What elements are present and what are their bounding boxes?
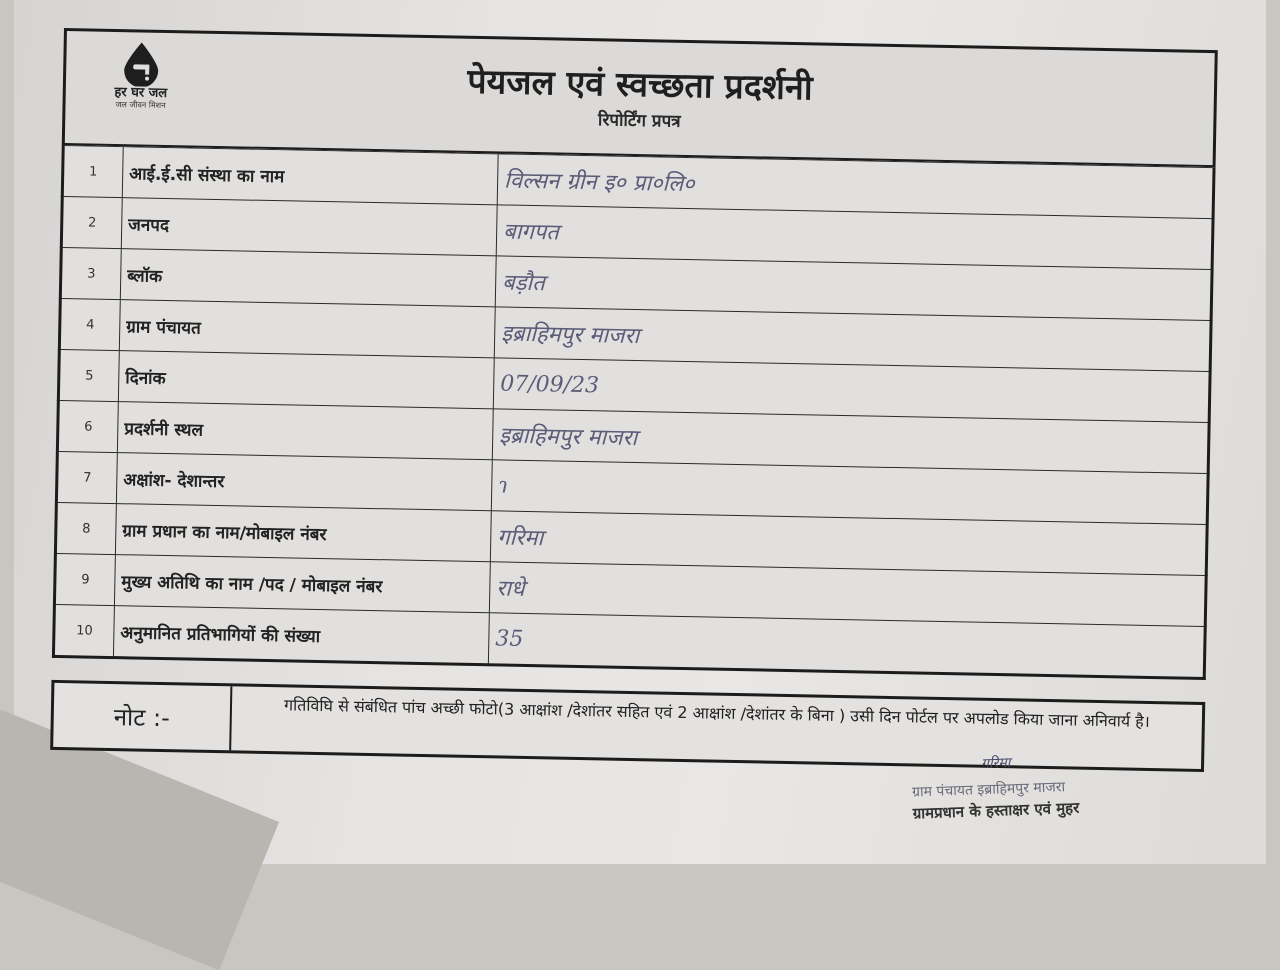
form-title: पेयजल एवं स्वच्छता प्रदर्शनी bbox=[466, 61, 814, 109]
stamp-caption: ग्रामप्रधान के हस्ताक्षर एवं मुहर bbox=[912, 798, 1080, 823]
handwritten-value: इब्राहिमपुर माजरा bbox=[492, 409, 1209, 474]
handwritten-value: ɿ bbox=[491, 460, 1208, 525]
field-label: आई.ई.सी संस्था का नाम bbox=[122, 147, 498, 205]
form-header bbox=[62, 28, 1218, 167]
field-label: मुख्य अतिथि का नाम /पद / मोबाइल नंबर bbox=[114, 555, 490, 613]
handwritten-value: बागपत bbox=[496, 205, 1213, 270]
details-table bbox=[52, 145, 1216, 680]
row-number: 6 bbox=[57, 400, 118, 452]
field-label: ब्लॉक bbox=[120, 249, 496, 307]
handwritten-value: विल्सन ग्रीन इ० प्रा०लि० bbox=[497, 154, 1214, 219]
form-subtitle: रिपोर्टिंग प्रपत्र bbox=[597, 110, 681, 132]
reporting-form bbox=[50, 28, 1218, 772]
pradhan-stamp bbox=[911, 753, 1173, 823]
logo-text-secondary: जल जीवन मिशन bbox=[115, 100, 166, 110]
field-label: जनपद bbox=[121, 198, 497, 256]
handwritten-value: 35 bbox=[488, 613, 1205, 679]
handwritten-value: गरिमा bbox=[490, 511, 1207, 576]
stamp-panchayat-line: ग्राम पंचायत इब्राहिमपुर माजरा bbox=[911, 779, 1066, 801]
note-label: नोट :- bbox=[53, 683, 232, 750]
handwritten-value: बड़ौत bbox=[495, 256, 1212, 321]
field-label: ग्राम प्रधान का नाम/मोबाइल नंबर bbox=[115, 504, 491, 562]
handwritten-value: इब्राहिमपुर माजरा bbox=[494, 307, 1211, 372]
row-number: 2 bbox=[61, 196, 122, 248]
pradhan-signature: गरिमा bbox=[980, 755, 1011, 773]
field-label: दिनांक bbox=[118, 351, 494, 409]
row-number: 5 bbox=[58, 349, 119, 401]
handwritten-value: 07/09/23 bbox=[493, 358, 1210, 423]
field-label: अनुमानित प्रतिभागियों की संख्या bbox=[113, 606, 489, 665]
note-text: गतिविघि से संबंधित पांच अच्छी फोटो(3 आक्षांश /देशांतर सहित एवं 2 आक्षांश /देशांतर के बिना ) उसी दिन पोर्टल पर अपलोड किया जाना अनिवार्य है। bbox=[283, 695, 1151, 731]
row-number: 8 bbox=[55, 502, 116, 554]
row-number: 4 bbox=[59, 298, 120, 350]
row-number: 3 bbox=[60, 247, 121, 299]
logo-text-primary: हर घर जल bbox=[114, 84, 168, 101]
row-number: 10 bbox=[53, 604, 114, 657]
field-label: अक्षांश- देशान्तर bbox=[116, 453, 492, 511]
field-label: प्रदर्शनी स्थल bbox=[117, 402, 493, 460]
handwritten-value: राधे bbox=[489, 562, 1206, 627]
row-number: 1 bbox=[62, 146, 123, 198]
field-label: ग्राम पंचायत bbox=[119, 300, 495, 358]
row-number: 7 bbox=[56, 451, 117, 503]
row-number: 9 bbox=[54, 553, 115, 605]
